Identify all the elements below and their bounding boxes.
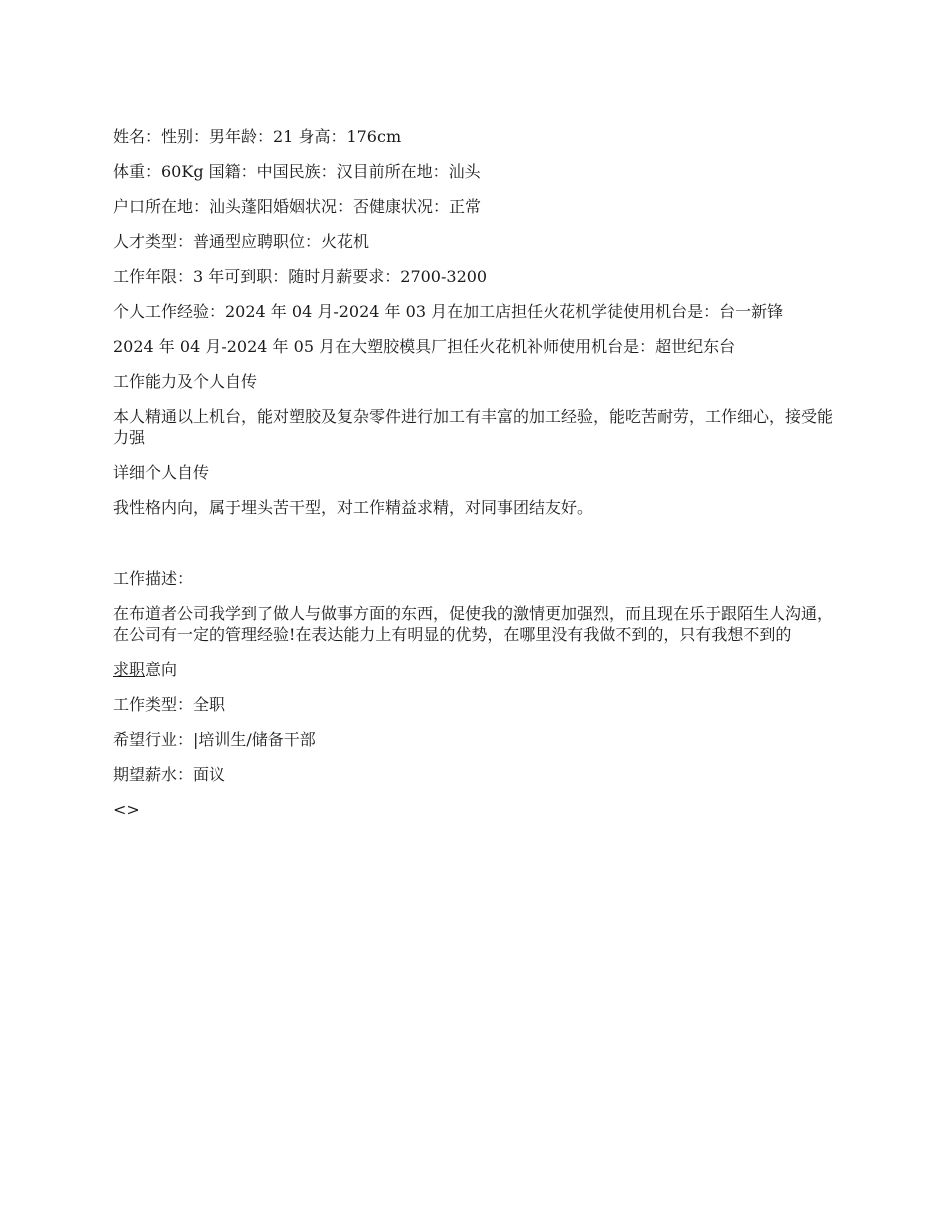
work-experience-2: 2024 年 04 月-2024 年 05 月在大塑胶模具厂担任火花机补师使用机台是：超世纪东台 — [113, 337, 736, 356]
basic-info-line-1: 姓名：性别：男年龄：21 身高：176cm — [113, 127, 402, 146]
trailing-mark: <> — [113, 800, 140, 819]
job-intent-heading-rest: 意向 — [145, 660, 178, 679]
basic-info-line-4: 人才类型：普通型应聘职位：火花机 — [113, 232, 370, 251]
ability-heading: 工作能力及个人自传 — [113, 372, 258, 391]
expected-salary: 期望薪水：面议 — [113, 765, 226, 784]
work-experience-1: 个人工作经验：2024 年 04 月-2024 年 03 月在加工店担任火花机学徒使用机台是：台一新锋 — [113, 302, 784, 321]
basic-info-line-2: 体重：60Kg 国籍：中国民族：汉目前所在地：汕头 — [113, 162, 481, 181]
resume-document — [113, 126, 843, 834]
bio-heading: 详细个人自传 — [113, 463, 210, 482]
job-intent-heading — [113, 659, 843, 680]
ability-text: 本人精通以上机台，能对塑胶及复杂零件进行加工有丰富的加工经验，能吃苦耐劳，工作细心，接受能力强 — [113, 407, 834, 447]
basic-info-line-5: 工作年限：3 年可到职：随时月薪要求：2700-3200 — [113, 267, 488, 286]
job-type: 工作类型：全职 — [113, 695, 226, 714]
job-intent-heading-underlined: 求职 — [113, 660, 146, 679]
work-description-heading: 工作描述： — [113, 569, 194, 588]
bio-text: 我性格内向，属于埋头苦干型，对工作精益求精，对同事团结友好。 — [113, 498, 594, 517]
work-description-text: 在布道者公司我学到了做人与做事方面的东西，促使我的激情更加强烈，而且现在乐于跟陌生人沟通，在公司有一定的管理经验!在表达能力上有明显的优势，在哪里没有我做不到的，只有我想不到的 — [113, 604, 834, 644]
desired-industry: 希望行业：|培训生/储备干部 — [113, 730, 316, 749]
basic-info-line-3: 户口所在地：汕头蓬阳婚姻状况：否健康状况：正常 — [113, 197, 482, 216]
spacer — [113, 532, 843, 568]
